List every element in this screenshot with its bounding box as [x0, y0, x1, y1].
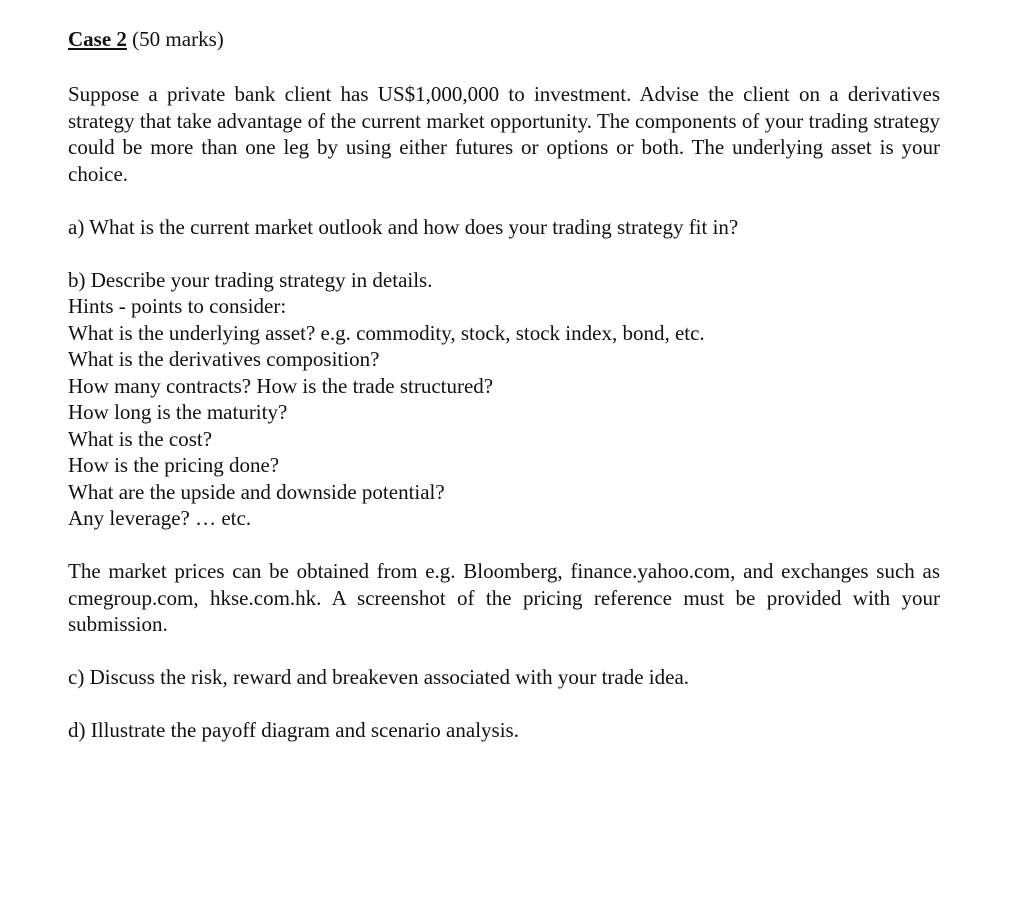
question-c: c) Discuss the risk, reward and breakeven associated with your trade idea. [68, 665, 690, 689]
hint-item: What are the upside and downside potential? [68, 479, 445, 504]
spacer [68, 691, 940, 718]
spacer [68, 638, 940, 665]
hint-item: What is the derivatives composition? [68, 347, 380, 371]
hint-item: What is the cost? [68, 426, 213, 451]
question-d: d) Illustrate the payoff diagram and scenario analysis. [68, 718, 519, 742]
hint-item: What is the underlying asset? e.g. commodity, stock, stock index, bond, etc. [68, 320, 705, 345]
market-prices-paragraph: The market prices can be obtained from e.g. Bloomberg, finance.yahoo.com, and exchanges such as cmegroup.com, hkse.com.hk. A screenshot of the pricing reference must be provided with your submission. [68, 559, 940, 636]
hint-item: How long is the maturity? [68, 400, 288, 424]
case-marks: (50 marks) [132, 27, 224, 51]
spacer [68, 240, 940, 267]
intro-paragraph: Suppose a private bank client has US$1,000,000 to investment. Advise the client on a derivatives strategy that take advantage of the current market opportunity. The components of your trading strategy could be more than one leg by using either futures or options or both. The underlying asset is your choice. [68, 82, 940, 186]
spacer [68, 532, 940, 559]
hint-item: Any leverage? … etc. [68, 506, 252, 530]
case-label: Case 2 [68, 27, 127, 51]
question-b [68, 267, 940, 532]
case-heading [68, 26, 940, 52]
question-b-title: b) Describe your trading strategy in details. [68, 267, 433, 292]
hint-item: How is the pricing done? [68, 453, 280, 477]
spacer [68, 187, 940, 214]
hints-label: Hints - points to consider: [68, 294, 287, 318]
question-a: a) What is the current market outlook and how does your trading strategy fit in? [68, 214, 739, 239]
document-page [68, 26, 940, 744]
hint-item: How many contracts? How is the trade structured? [68, 373, 494, 398]
